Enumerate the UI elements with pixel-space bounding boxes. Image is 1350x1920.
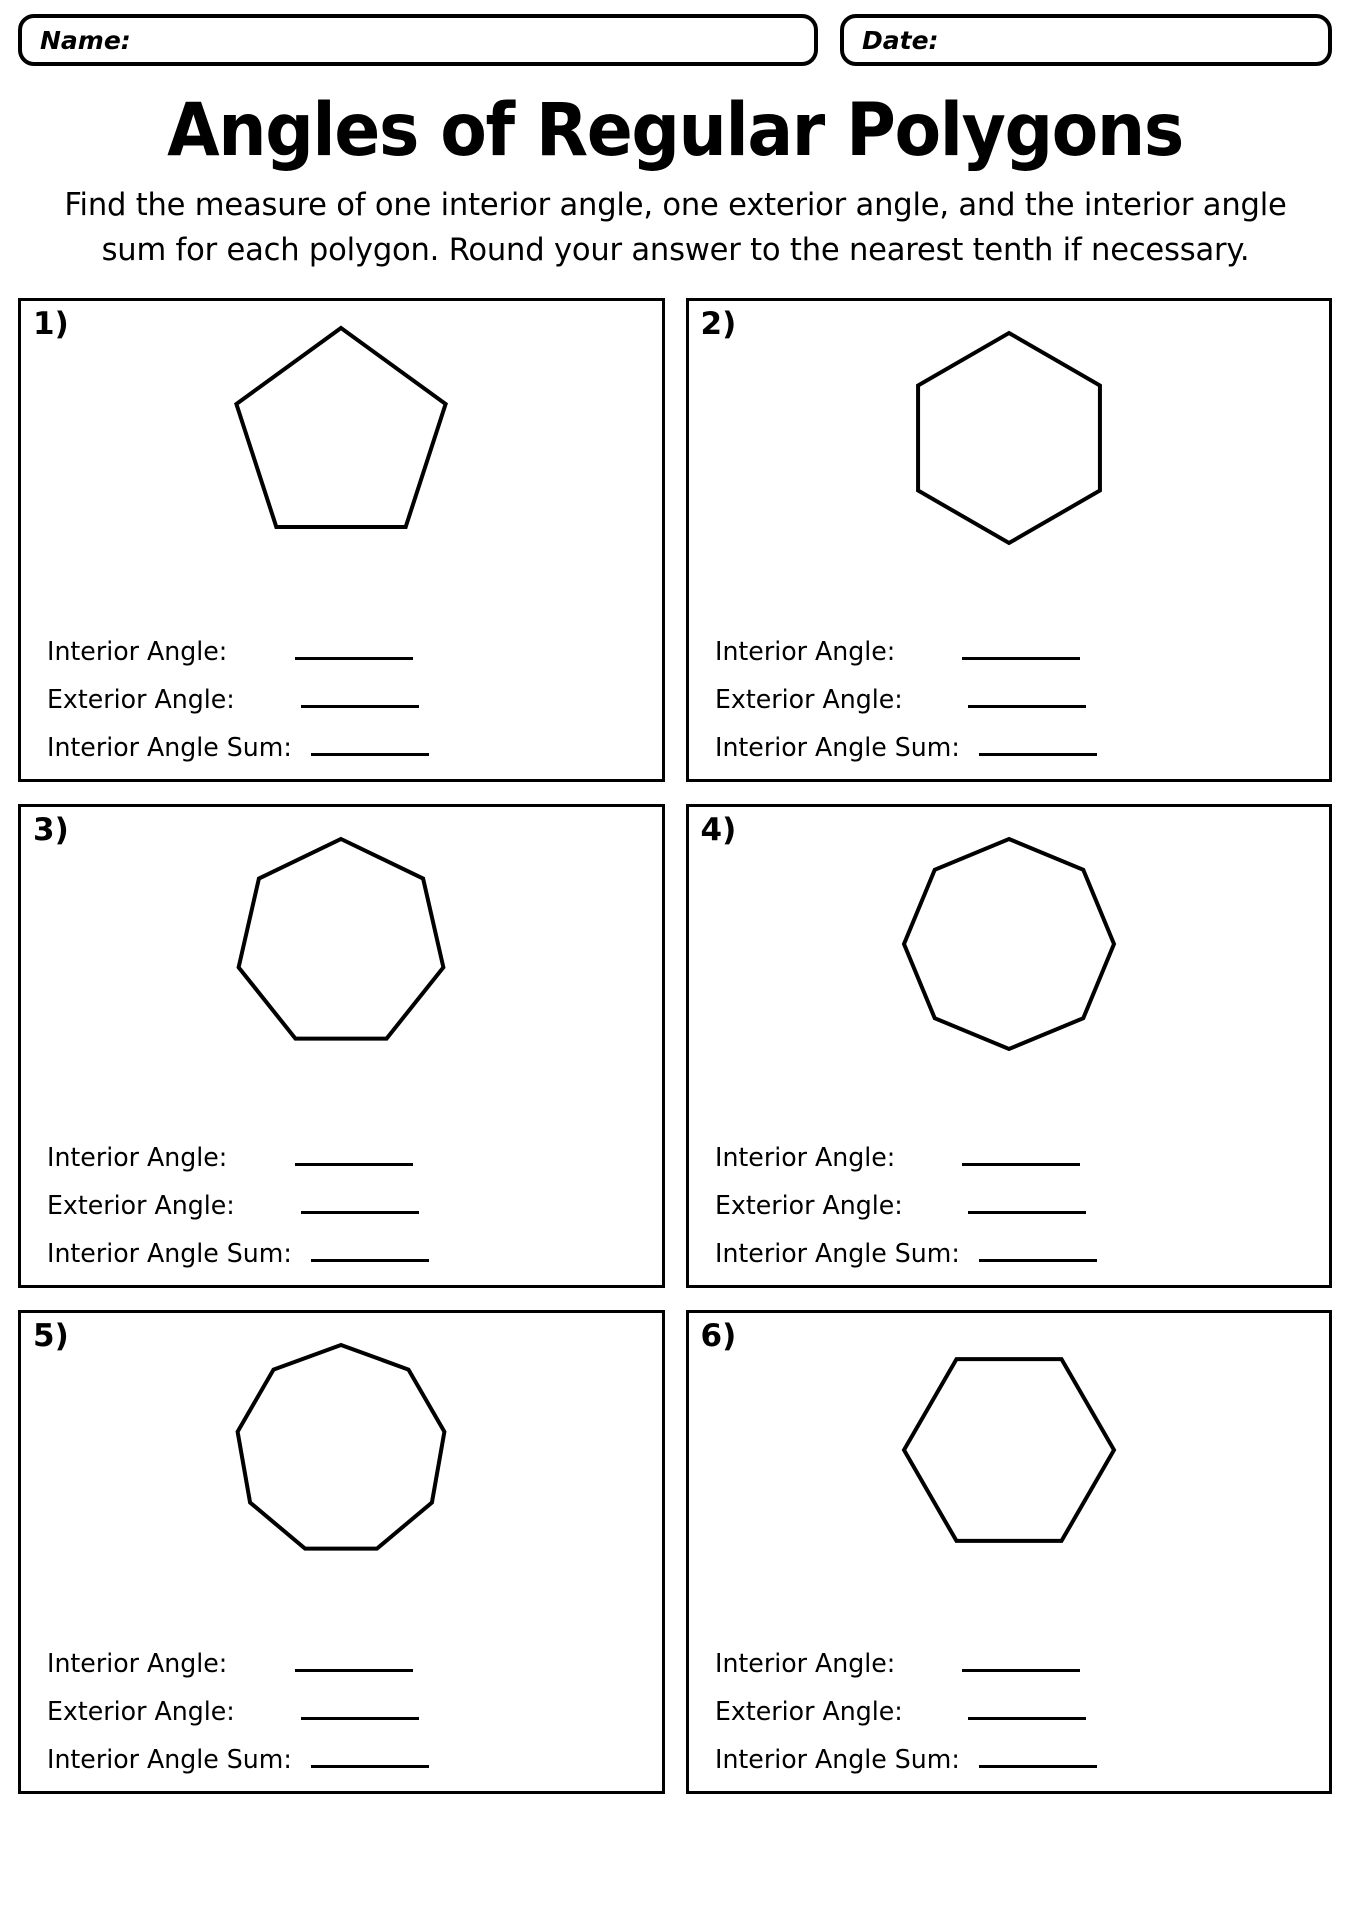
problem-cell	[686, 1310, 1333, 1794]
interior-angle-sum-input[interactable]	[979, 1259, 1097, 1262]
interior-angle-sum-input[interactable]	[979, 1765, 1097, 1768]
exterior-angle-row	[714, 665, 1308, 716]
interior-angle-sum-input[interactable]	[979, 753, 1097, 756]
interior-angle-row	[714, 617, 1308, 668]
interior-angle-sum-label: Interior Angle Sum:	[714, 733, 960, 764]
interior-angle-row	[47, 617, 640, 668]
exterior-angle-row	[714, 1677, 1308, 1728]
problem-cell	[686, 298, 1333, 782]
exterior-angle-row	[714, 1171, 1308, 1222]
answer-block	[714, 1629, 1308, 1776]
date-label: Date:	[862, 25, 939, 55]
interior-angle-input[interactable]	[962, 1669, 1080, 1672]
interior-angle-label: Interior Angle:	[47, 1649, 228, 1680]
interior-angle-sum-input[interactable]	[311, 753, 429, 756]
answer-block	[714, 1123, 1308, 1270]
interior-angle-sum-label: Interior Angle Sum:	[714, 1745, 960, 1776]
interior-angle-input[interactable]	[962, 1163, 1080, 1166]
problem-number: 1)	[33, 306, 69, 343]
polygon-figure	[21, 307, 662, 569]
problem-cell	[18, 804, 665, 1288]
problem-cell	[18, 1310, 665, 1794]
problem-cell	[686, 804, 1333, 1288]
problem-grid	[18, 298, 1332, 1794]
polygon-figure	[689, 813, 1330, 1075]
interior-angle-sum-row	[47, 1219, 640, 1270]
polygon-figure	[689, 307, 1330, 569]
answer-block	[47, 617, 640, 764]
exterior-angle-label: Exterior Angle:	[714, 1191, 903, 1222]
exterior-angle-label: Exterior Angle:	[47, 1191, 235, 1222]
interior-angle-sum-row	[714, 1219, 1308, 1270]
exterior-angle-input[interactable]	[968, 1717, 1086, 1720]
exterior-angle-input[interactable]	[301, 705, 419, 708]
problem-number: 3)	[33, 812, 69, 849]
exterior-angle-row	[47, 1171, 640, 1222]
polygon-figure	[21, 1319, 662, 1581]
interior-angle-sum-row	[714, 713, 1308, 764]
nonagon-icon	[216, 1325, 466, 1575]
exterior-angle-input[interactable]	[301, 1717, 419, 1720]
problem-cell	[18, 298, 665, 782]
interior-angle-sum-row	[714, 1725, 1308, 1776]
interior-angle-sum-label: Interior Angle Sum:	[47, 1745, 292, 1776]
exterior-angle-label: Exterior Angle:	[47, 685, 235, 716]
interior-angle-sum-row	[47, 713, 640, 764]
hexagon-icon	[884, 1325, 1134, 1575]
answer-block	[714, 617, 1308, 764]
exterior-angle-label: Exterior Angle:	[47, 1697, 235, 1728]
exterior-angle-row	[47, 1677, 640, 1728]
interior-angle-row	[47, 1629, 640, 1680]
exterior-angle-input[interactable]	[301, 1211, 419, 1214]
problem-number: 6)	[700, 1318, 737, 1355]
problem-number: 4)	[700, 812, 737, 849]
heptagon-icon	[216, 819, 466, 1069]
interior-angle-sum-row	[47, 1725, 640, 1776]
problem-number: 2)	[700, 306, 737, 343]
interior-angle-label: Interior Angle:	[47, 1143, 228, 1174]
exterior-angle-input[interactable]	[968, 1211, 1086, 1214]
interior-angle-input[interactable]	[295, 657, 413, 660]
interior-angle-row	[47, 1123, 640, 1174]
interior-angle-sum-label: Interior Angle Sum:	[47, 733, 292, 764]
polygon-figure	[21, 813, 662, 1075]
interior-angle-sum-input[interactable]	[311, 1259, 429, 1262]
interior-angle-sum-label: Interior Angle Sum:	[714, 1239, 960, 1270]
name-label: Name:	[40, 25, 131, 55]
interior-angle-row	[714, 1629, 1308, 1680]
exterior-angle-label: Exterior Angle:	[714, 1697, 903, 1728]
answer-block	[47, 1123, 640, 1270]
instructions-text: Find the measure of one interior angle, one exterior angle, and the interior angle sum for each polygon. Round your answer to the nearest tenth if necessary.	[63, 187, 1287, 268]
hexagon-icon	[884, 313, 1134, 563]
interior-angle-label: Interior Angle:	[714, 637, 895, 668]
interior-angle-label: Interior Angle:	[714, 1649, 895, 1680]
header-fields	[0, 0, 1350, 66]
name-field[interactable]	[18, 14, 818, 66]
interior-angle-sum-input[interactable]	[311, 1765, 429, 1768]
pentagon-icon	[216, 313, 466, 563]
problem-number: 5)	[33, 1318, 69, 1355]
interior-angle-label: Interior Angle:	[714, 1143, 895, 1174]
exterior-angle-row	[47, 665, 640, 716]
interior-angle-sum-label: Interior Angle Sum:	[47, 1239, 292, 1270]
date-field[interactable]	[840, 14, 1332, 66]
page-title: Angles of Regular Polygons	[167, 88, 1183, 173]
exterior-angle-input[interactable]	[968, 705, 1086, 708]
interior-angle-input[interactable]	[295, 1669, 413, 1672]
octagon-icon	[884, 819, 1134, 1069]
interior-angle-input[interactable]	[295, 1163, 413, 1166]
answer-block	[47, 1629, 640, 1776]
interior-angle-row	[714, 1123, 1308, 1174]
interior-angle-input[interactable]	[962, 657, 1080, 660]
exterior-angle-label: Exterior Angle:	[714, 685, 903, 716]
interior-angle-label: Interior Angle:	[47, 637, 228, 668]
polygon-figure	[689, 1319, 1330, 1581]
